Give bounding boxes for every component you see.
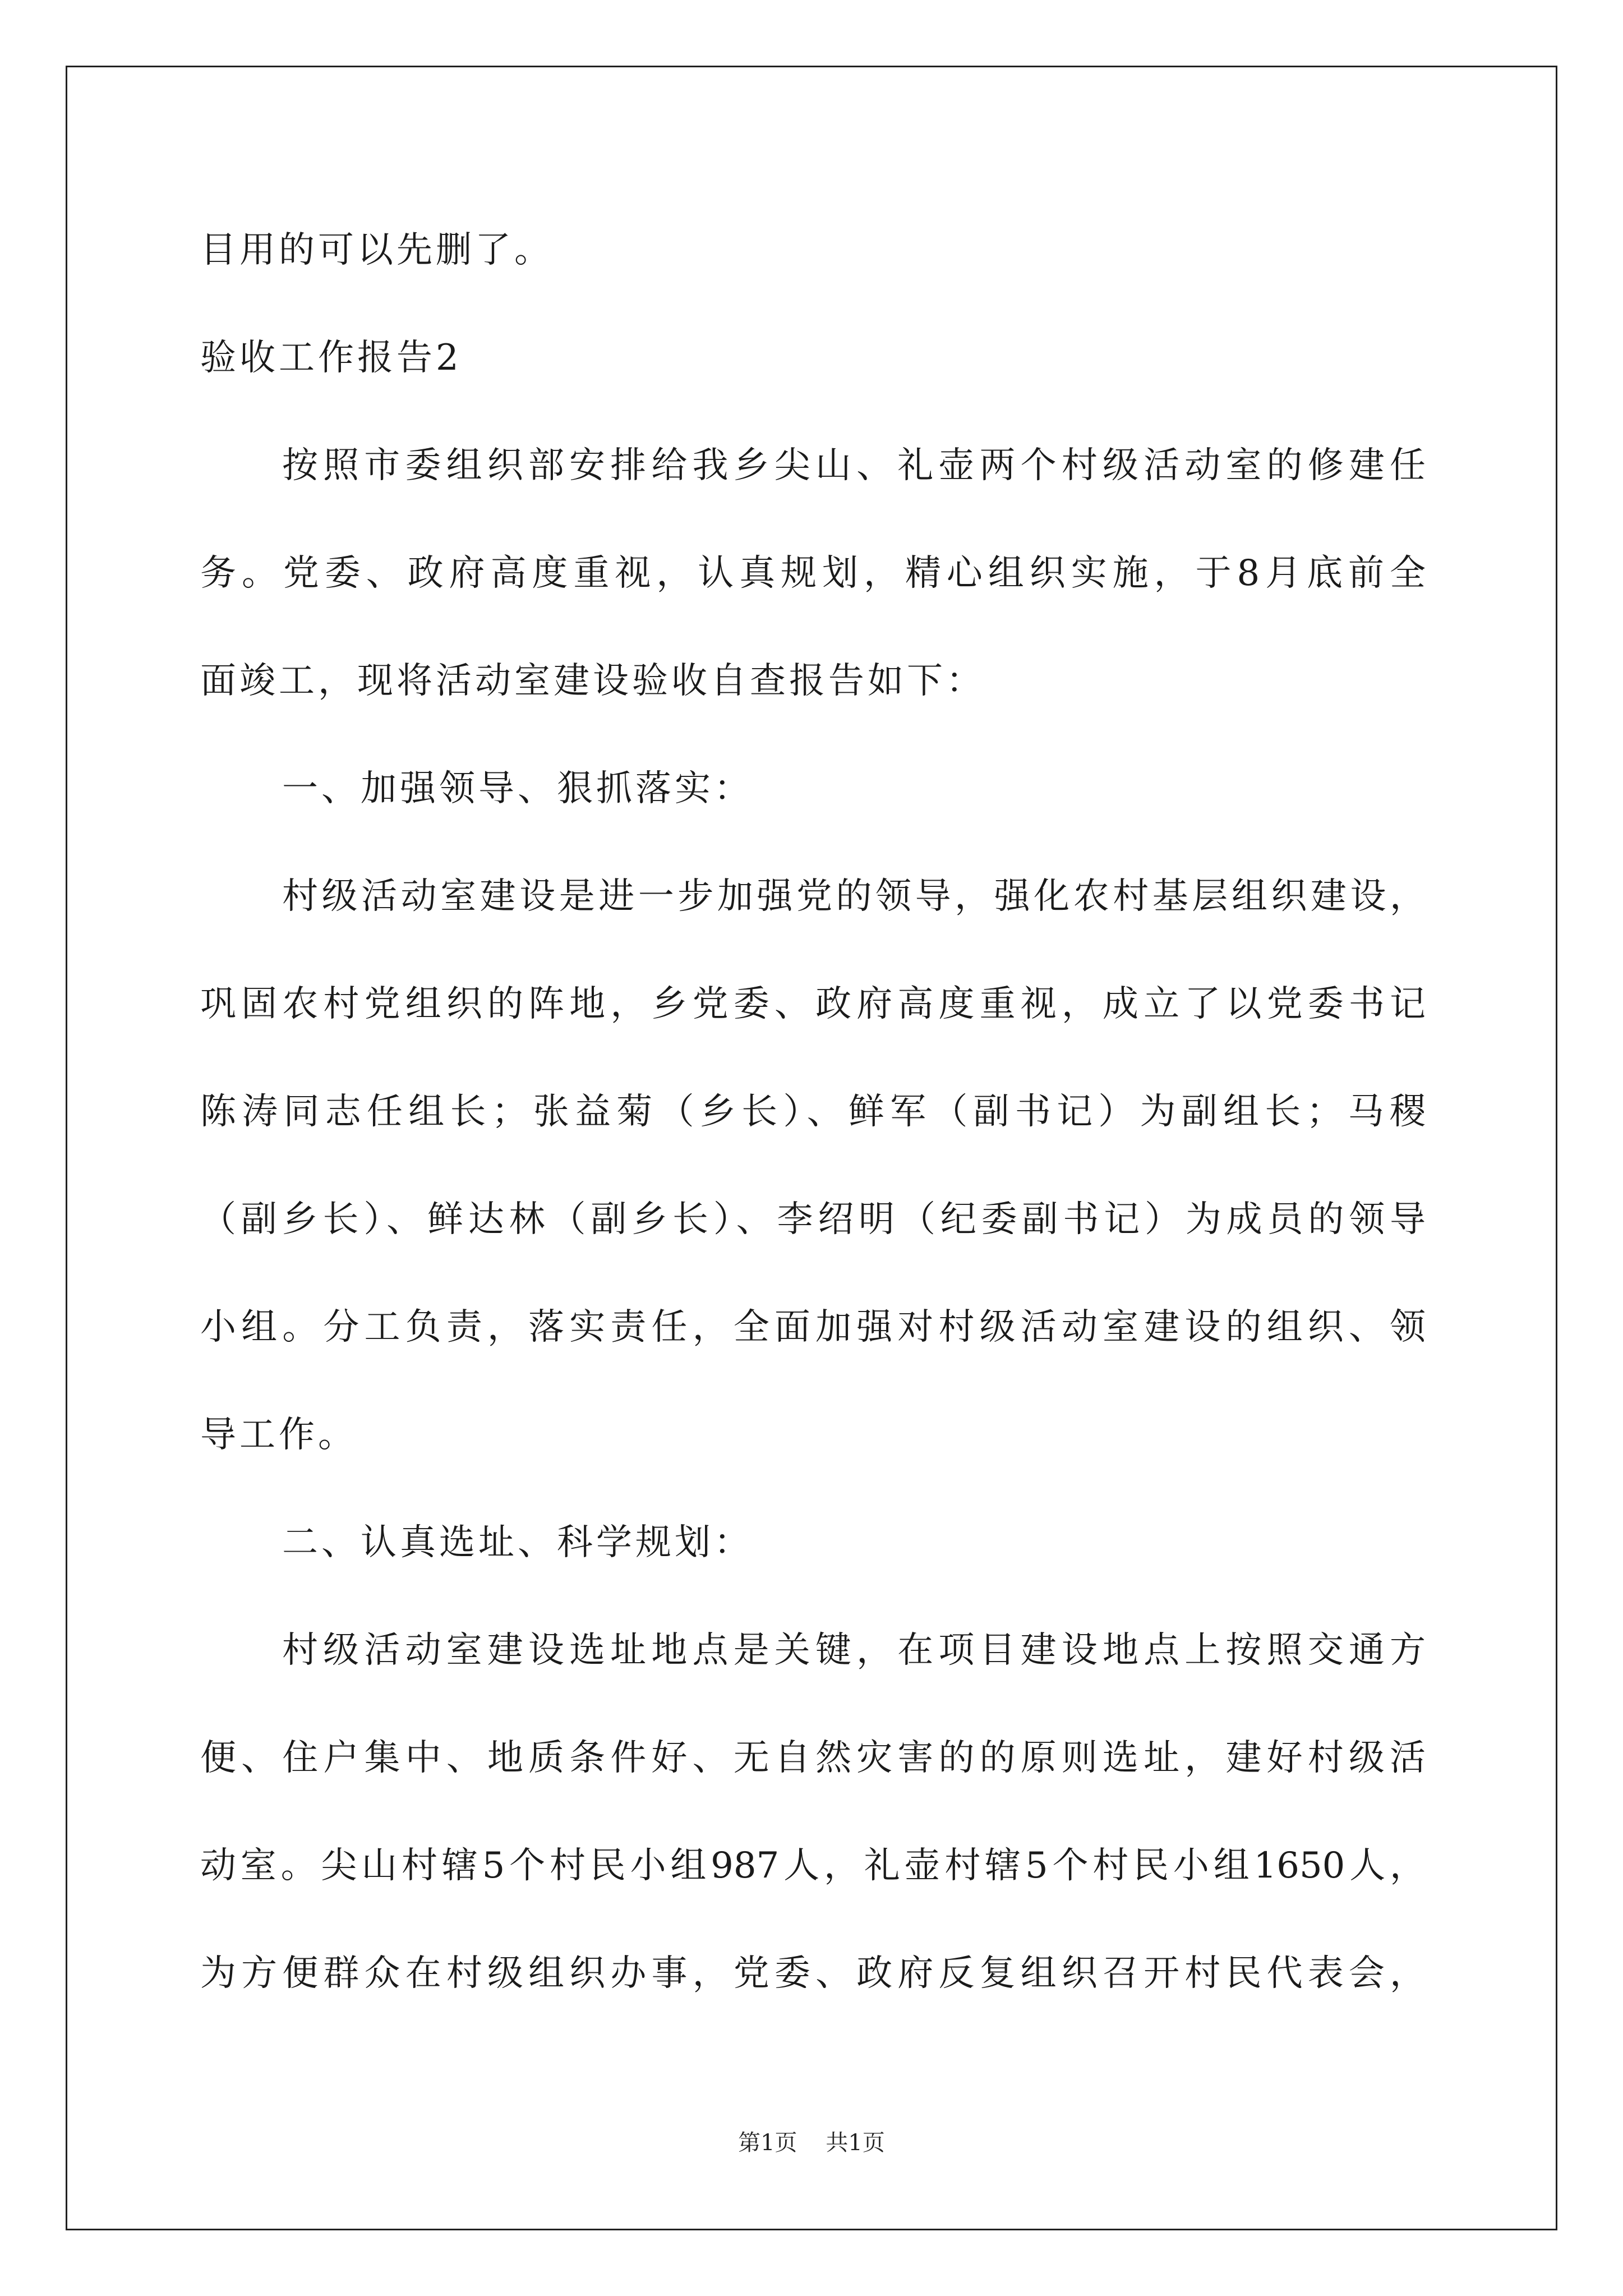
paragraph-line: （副乡长）、鲜达林（副乡长）、李绍明（纪委副书记）为成员的领导 (200, 1199, 1426, 1240)
paragraph-line: 为方便群众在村级组织办事，党委、政府反复组织召开村民代表会， (200, 1953, 1426, 1994)
paragraph-line: 村级活动室建设选址地点是关键，在项目建设地点上按照交通方 (282, 1630, 1426, 1671)
section-title: 验收工作报告2 (200, 337, 462, 379)
paragraph-line: 陈涛同志任组长；张益菊（乡长）、鲜军（副书记）为副组长；马稷 (200, 1091, 1426, 1133)
paragraph-line: 导工作。 (200, 1414, 357, 1456)
paragraph-line: 务。党委、政府高度重视，认真规划，精心组织实施，于8月底前全 (200, 553, 1426, 594)
text-line: 目用的可以先删了。 (200, 229, 554, 271)
paragraph-line: 村级活动室建设是进一步加强党的领导，强化农村基层组织建设， (282, 876, 1426, 917)
subheading: 一、加强领导、狠抓落实： (282, 768, 753, 809)
paragraph-line: 巩固农村党组织的阵地，乡党委、政府高度重视，成立了以党委书记 (200, 983, 1426, 1025)
page-footer (0, 2129, 1623, 2157)
page-number: 第1页 (738, 2130, 797, 2156)
page-border (66, 66, 1557, 2230)
paragraph-line: 面竣工，现将活动室建设验收自查报告如下： (200, 660, 985, 702)
subheading: 二、认真选址、科学规划： (282, 1522, 753, 1563)
page-total: 共1页 (826, 2130, 885, 2156)
paragraph-line: 按照市委组织部安排给我乡尖山、礼壶两个村级活动室的修建任 (282, 445, 1426, 486)
paragraph-line: 小组。分工负责，落实责任，全面加强对村级活动室建设的组织、领 (200, 1306, 1426, 1348)
paragraph-line: 便、住户集中、地质条件好、无自然灾害的的原则选址，建好村级活 (200, 1737, 1426, 1779)
paragraph-line: 动室。尖山村辖5个村民小组987人，礼壶村辖5个村民小组1650人， (200, 1845, 1426, 1887)
